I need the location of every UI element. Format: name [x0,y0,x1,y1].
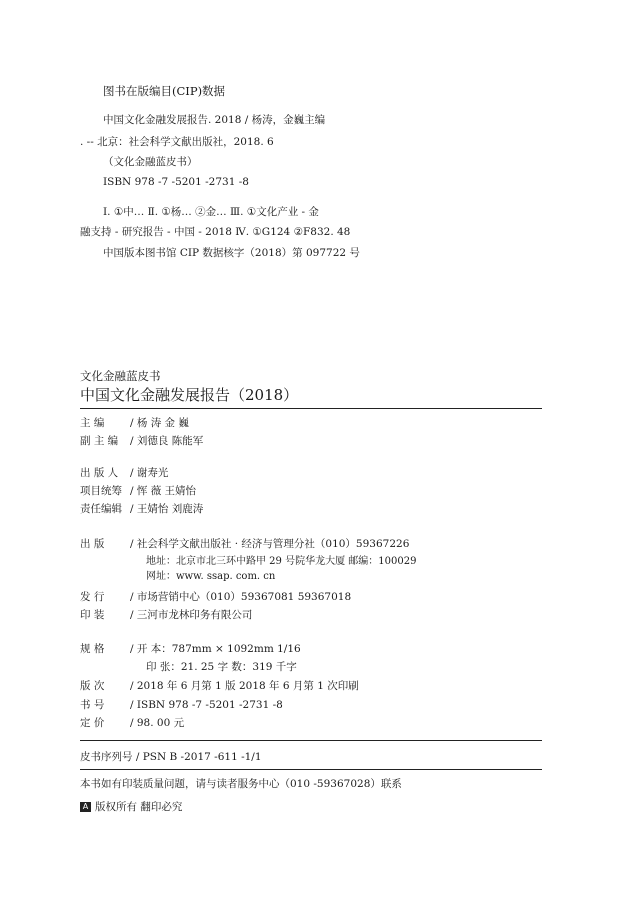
divider-bottom [80,769,542,770]
price-label: 定 价 [80,717,105,729]
spec-sheets: 印 张：21. 25 字 数：319 千字 [146,661,297,673]
publisher-person-value: / 谢寿光 [130,467,169,479]
series-name: 文化金融蓝皮书 [80,369,161,383]
copyright-notice [80,800,182,814]
publisher-website: 网址：www. ssap. com. cn [146,571,276,582]
cip-line-publisher: . -- 北京：社会科学文献出版社，2018. 6 [80,136,274,148]
cip-line-classification: Ⅰ. ①中… Ⅱ. ①杨… ②金… Ⅲ. ①文化产业 - 金 [103,206,319,218]
book-title: 中国文化金融发展报告（2018） [80,386,299,404]
publisher-person-label: 出 版 人 [80,467,119,479]
cip-line-title: 中国文化金融发展报告. 2018 / 杨涛，金巍主编 [103,114,326,126]
cip-line-series: （文化金融蓝皮书） [103,156,198,168]
print-label: 印 装 [80,609,105,621]
cip-header: 图书在版编目(CIP)数据 [103,84,226,98]
cip-line-record: 中国版本图书馆 CIP 数据核字（2018）第 097722 号 [103,247,360,259]
publisher-address: 地址：北京市北三环中路甲 29 号院华龙大厦 邮编：100029 [146,556,417,567]
publisher-logo-icon: A [80,802,91,812]
edition-value: / 2018 年 6 月第 1 版 2018 年 6 月第 1 次印刷 [130,680,359,692]
price-value: / 98. 00 元 [130,717,185,729]
cip-line-classification-cont: 融支持 - 研究报告 - 中国 - 2018 Ⅳ. ①G124 ②F832. 48 [80,226,351,238]
spec-format: / 开 本：787mm × 1092mm 1/16 [130,643,301,655]
quality-notice: 本书如有印装质量问题，请与读者服务中心（010 -59367028）联系 [80,778,402,790]
spec-label: 规 格 [80,643,105,655]
publish-value: / 社会科学文献出版社 · 经济与管理分社（010）59367226 [130,538,410,550]
print-value: / 三河市龙林印务有限公司 [130,609,253,621]
responsible-editor-value: / 王婧怡 刘鹿涛 [130,503,204,515]
deputy-editor-label: 副 主 编 [80,435,119,447]
divider-top [80,408,542,409]
copyright-text: 版权所有 翻印必究 [95,801,183,813]
series-serial-number: 皮书序列号 / PSN B -2017 -611 -1/1 [80,751,262,763]
publish-label: 出 版 [80,538,105,550]
project-coordinator-value: / 恽 薇 王婧怡 [130,485,197,497]
edition-label: 版 次 [80,680,105,692]
deputy-editor-value: / 刘德良 陈能军 [130,435,204,447]
project-coordinator-label: 项目统筹 [80,485,122,497]
responsible-editor-label: 责任编辑 [80,503,122,515]
isbn-value: / ISBN 978 -7 -5201 -2731 -8 [130,699,283,711]
editor-label: 主 编 [80,417,105,429]
distribute-label: 发 行 [80,591,105,603]
cip-line-isbn: ISBN 978 -7 -5201 -2731 -8 [103,176,249,188]
isbn-label: 书 号 [80,699,105,711]
editor-value: / 杨 涛 金 巍 [130,417,189,429]
distribute-value: / 市场营销中心（010）59367081 59367018 [130,591,352,603]
divider-mid [80,740,542,741]
